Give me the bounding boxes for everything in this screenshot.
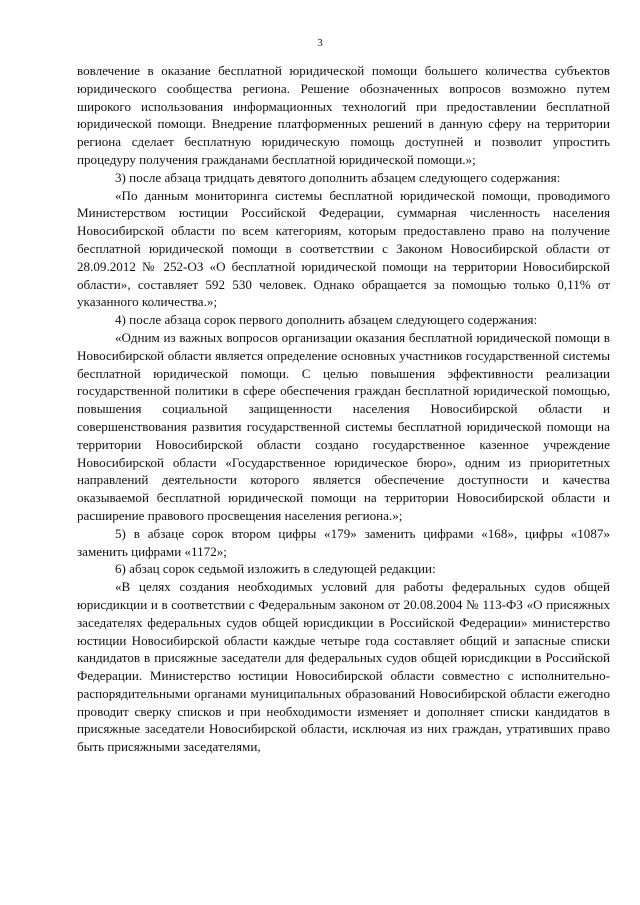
paragraph-item-3: 3) после абзаца тридцать девятого дополнить абзацем следующего содержания: (115, 169, 561, 185)
paragraph-item-4: 4) после абзаца сорок первого дополнить абзацем следующего содержания: (115, 312, 538, 328)
paragraph-continuation: вовлечение в оказание бесплатной юридической помощи большего количества субъектов юридического сообщества региона. Решение обозначенных вопросов возможно путем широкого использования информационных технологий при предоставлении бесплатной юридической помощи. Внедрение платформенных решений в данную сферу на территории региона сделает бесплатную юридическую помощь доступней и позволит упростить процедуру получения гражданами бесплатной юридической помощи.»; (77, 63, 610, 167)
document-body (77, 62, 610, 756)
paragraph-legal-bureau-quote: «Одним из важных вопросов организации оказания бесплатной юридической помощи в Новосибирской области является определение основных участников государственной системы бесплатной юридической помощи. С целью повышения эффективности реализации государственной политики в сфере обеспечения граждан бесплатной юридической помощью, повышения социальной защищенности населения Новосибирской области и совершенствования развития государственной системы бесплатной юридической помощи на территории Новосибирской области создано государственное казенное учреждение Новосибирской области «Государственное юридическое бюро», одним из приоритетных направлений деятельности которого является обеспечение доступности и качества оказываемой бесплатной юридической помощи на территории Новосибирской области и расширение правового просвещения населения региона.»; (77, 329, 610, 523)
paragraph-item-5: 5) в абзаце сорок втором цифры «179» заменить цифрами «168», цифры «1087» заменить цифрами «1172»; (77, 525, 610, 559)
paragraph-monitoring-quote: «По данным мониторинга системы бесплатной юридической помощи, проводимого Министерством юстиции Российской Федерации, суммарная численность населения Новосибирской области по всем категориям, которым предоставлено право на получение бесплатной юридической помощи в соответствии с Законом Новосибирской области от 28.09.2012 № 252-ОЗ «О бесплатной юридической помощи на территории Новосибирской области», составляет 592 530 человек. Однако обращается за помощью только 0,11% от указанного количества.»; (77, 187, 610, 310)
paragraph-item-6: 6) абзац сорок седьмой изложить в следующей редакции: (115, 561, 436, 577)
paragraph-jurors-quote: «В целях создания необходимых условий для работы федеральных судов общей юрисдикции и в соответствии с Федеральным законом от 20.08.2004 № 113-ФЗ «О присяжных заседателях федеральных судов общей юрисдикции в Российской Федерации» министерство юстиции Новосибирской области каждые четыре года составляет общий и запасные списки кандидатов в присяжные заседатели для федеральных судов общей юрисдикции в Российской Федерации. Министерство юстиции Новосибирской области совместно с исполнительно-распорядительными органами муниципальных образований Новосибирской области ежегодно проводит сверку списков и при необходимости изменяет и дополняет списки кандидатов в присяжные заседатели Новосибирской области, исключая из них граждан, утративших право быть присяжными заседателями, (77, 579, 610, 755)
page-number: 3 (317, 37, 323, 49)
